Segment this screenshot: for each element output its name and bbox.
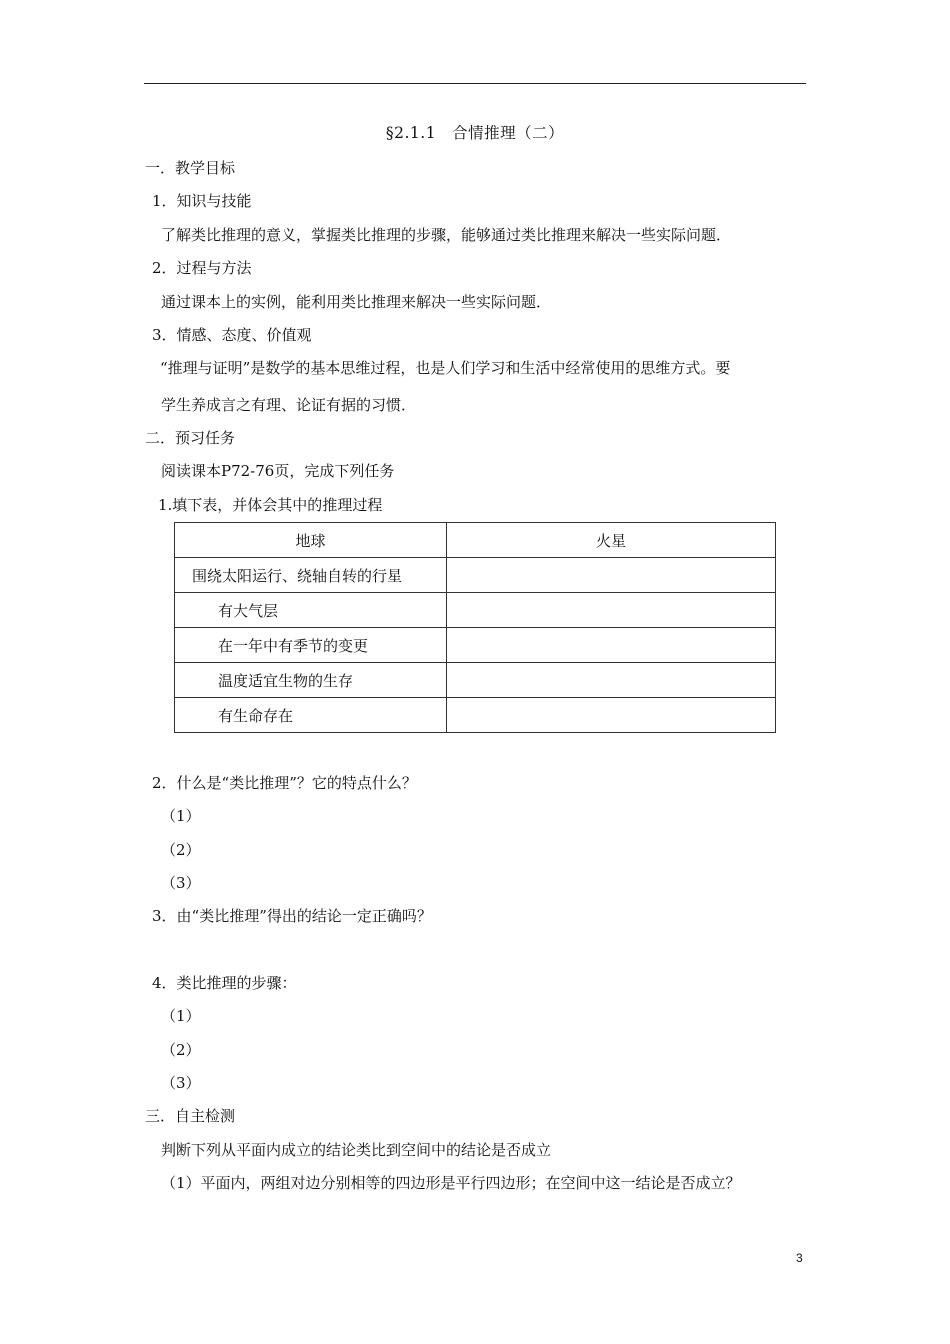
- emotion-text-line1: “推理与证明”是数学的基本思维过程，也是人们学习和生活中经常使用的思维方式。要: [160, 359, 731, 377]
- table-row: [175, 558, 776, 593]
- question-4-item: （1）: [161, 1007, 201, 1025]
- question-1: 1.填下表，并体会其中的推理过程: [158, 496, 383, 514]
- table-cell-earth: 有生命存在: [175, 698, 447, 733]
- self-test-item-1: （1）平面内，两组对边分别相等的四边形是平行四边形；在空间中这一结论是否成立？: [161, 1174, 741, 1192]
- table-cell-mars-blank: [447, 593, 776, 628]
- table-header-earth: 地球: [175, 523, 447, 558]
- knowledge-heading: 1．知识与技能: [152, 192, 252, 210]
- question-2-item: （3）: [161, 874, 201, 892]
- reading-task: 阅读课本P72-76页，完成下列任务: [161, 462, 395, 480]
- process-heading: 2．过程与方法: [152, 259, 252, 277]
- header-rule: [144, 83, 806, 84]
- emotion-heading: 3．情感、态度、价值观: [152, 326, 312, 344]
- question-2: 2．什么是“类比推理”？它的特点什么？: [152, 774, 417, 792]
- table-cell-earth: 有大气层: [175, 593, 447, 628]
- section-2-heading: 二．预习任务: [145, 429, 236, 447]
- section-3-heading: 三．自主检测: [145, 1107, 236, 1125]
- table-cell-mars-blank: [447, 628, 776, 663]
- table-row: [175, 593, 776, 628]
- knowledge-text: 了解类比推理的意义，掌握类比推理的步骤，能够通过类比推理来解决一些实际问题．: [161, 226, 732, 244]
- question-3: 3．由“类比推理”得出的结论一定正确吗？: [152, 907, 432, 925]
- table-row: [175, 663, 776, 698]
- page-number: 3: [796, 1251, 803, 1265]
- question-2-item: （2）: [161, 841, 201, 859]
- page-title: §2.1.1 合情推理（二）: [385, 124, 565, 142]
- table-row: [175, 698, 776, 733]
- table-cell-mars-blank: [447, 558, 776, 593]
- question-4-item: （3）: [161, 1074, 201, 1092]
- table-header-row: [175, 523, 776, 558]
- question-4-item: （2）: [161, 1041, 201, 1059]
- table-cell-mars-blank: [447, 663, 776, 698]
- comparison-table: [174, 522, 776, 733]
- table-row: [175, 628, 776, 663]
- question-4: 4．类比推理的步骤：: [152, 974, 297, 992]
- table-cell-earth: 在一年中有季节的变更: [175, 628, 447, 663]
- table-cell-earth: 围绕太阳运行、绕轴自转的行星: [175, 558, 447, 593]
- section-1-heading: 一．教学目标: [145, 159, 236, 177]
- emotion-text-line2: 学生养成言之有理、论证有据的习惯．: [161, 396, 417, 414]
- table-cell-mars-blank: [447, 698, 776, 733]
- self-test-intro: 判断下列从平面内成立的结论类比到空间中的结论是否成立: [161, 1141, 552, 1159]
- question-2-item: （1）: [161, 807, 201, 825]
- table-cell-earth: 温度适宜生物的生存: [175, 663, 447, 698]
- process-text: 通过课本上的实例，能利用类比推理来解决一些实际问题．: [161, 293, 552, 311]
- table-header-mars: 火星: [447, 523, 776, 558]
